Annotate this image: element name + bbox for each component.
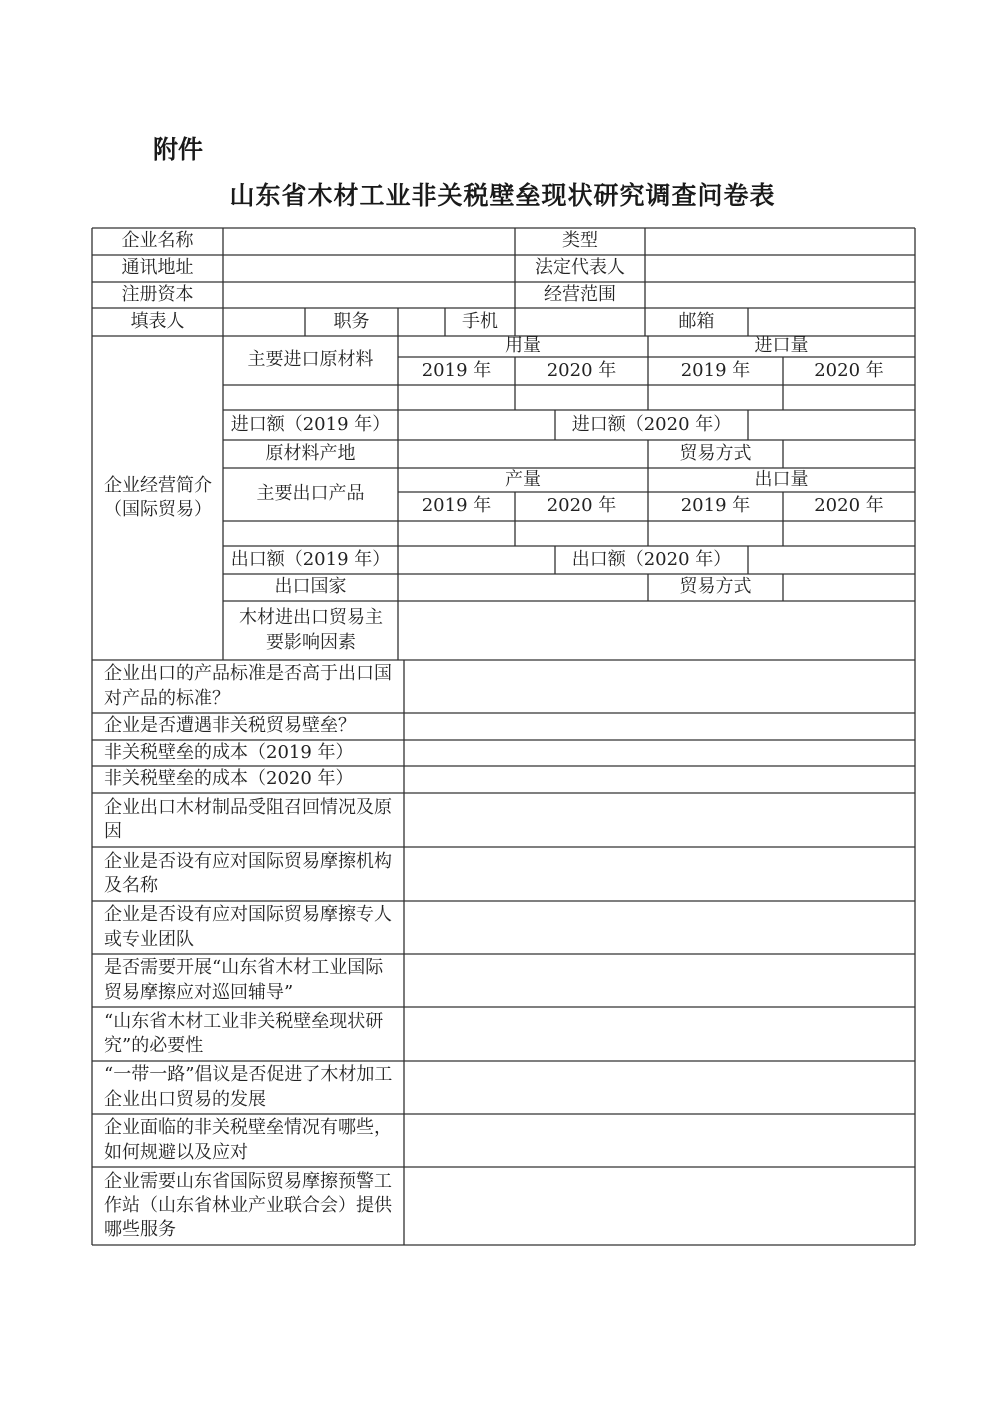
- export-amount-2020-field[interactable]: [748, 546, 915, 574]
- question-label: 非关税壁垒的成本（2020 年）: [104, 768, 354, 790]
- import-amount-2019-field[interactable]: [398, 410, 555, 440]
- usage-2020-label: 2020 年: [546, 359, 617, 381]
- question-answer-field[interactable]: [404, 1061, 915, 1114]
- operations-section-label: 企业经营简介（国际贸易）: [104, 474, 212, 520]
- mobile-label: 手机: [462, 310, 498, 332]
- usage-label: 用量: [505, 335, 541, 357]
- import-2019-field[interactable]: [648, 385, 783, 410]
- question-answer-field[interactable]: [404, 1007, 915, 1061]
- question-label: 企业出口木材制品受阻召回情况及原因: [104, 796, 392, 842]
- biz-scope-field[interactable]: [645, 282, 915, 308]
- mobile-field[interactable]: [515, 308, 645, 336]
- question-answer-field[interactable]: [404, 847, 915, 901]
- question-label: 企业是否设有应对国际贸易摩擦专人或专业团队: [104, 904, 392, 950]
- legal-rep-field[interactable]: [645, 255, 915, 282]
- influence-factors-label: 木材进出口贸易主要影响因素: [239, 607, 383, 653]
- filler-field[interactable]: [223, 308, 305, 336]
- position-label: 职务: [333, 310, 370, 332]
- material-origin-label: 原材料产地: [265, 442, 356, 464]
- email-field[interactable]: [748, 308, 915, 336]
- export-trade-mode-label: 贸易方式: [679, 576, 752, 598]
- email-label: 邮箱: [678, 310, 715, 332]
- question-label: 企业是否设有应对国际贸易摩擦机构及名称: [104, 850, 392, 896]
- question-answer-field[interactable]: [404, 901, 915, 954]
- question-answer-field[interactable]: [404, 740, 915, 766]
- biz-scope-label: 经营范围: [544, 283, 616, 305]
- import-amount-2019-label: 进口额（2019 年）: [230, 413, 391, 435]
- output-label: 产量: [505, 468, 541, 490]
- main-export-products-label: 主要出口产品: [256, 483, 365, 505]
- usage-2020-field[interactable]: [515, 385, 648, 410]
- import-2020-field[interactable]: [783, 385, 915, 410]
- question-label: “一带一路”倡议是否促进了木材加工企业出口贸易的发展: [104, 1064, 393, 1110]
- question-label: 企业面临的非关税壁垒情况有哪些，如何规避以及应对: [104, 1117, 392, 1163]
- output-2019-label: 2019 年: [421, 495, 492, 517]
- export-volume-label: 出口量: [754, 468, 809, 490]
- question-label: 非关税壁垒的成本（2019 年）: [104, 741, 354, 763]
- import-volume-label: 进口量: [754, 335, 809, 357]
- type-field[interactable]: [645, 228, 915, 255]
- address-label: 通讯地址: [121, 257, 194, 279]
- question-answer-field[interactable]: [404, 954, 915, 1007]
- reg-capital-label: 注册资本: [121, 283, 194, 305]
- attachment-label: 附件: [153, 135, 204, 164]
- export-2019-label: 2019 年: [680, 495, 751, 517]
- import-amount-2020-field[interactable]: [748, 410, 915, 440]
- material-origin-field[interactable]: [398, 440, 648, 468]
- export-amount-2019-field[interactable]: [398, 546, 555, 574]
- company-name-field[interactable]: [223, 228, 515, 255]
- output-2020-field[interactable]: [515, 521, 648, 546]
- import-2019-label: 2019 年: [680, 359, 751, 381]
- reg-capital-field[interactable]: [223, 282, 515, 308]
- export-2020-label: 2020 年: [814, 495, 884, 517]
- import-material-field[interactable]: [223, 385, 398, 410]
- main-import-materials-label: 主要进口原材料: [247, 349, 374, 371]
- question-answer-field[interactable]: [404, 1114, 915, 1167]
- usage-2019-label: 2019 年: [421, 359, 492, 381]
- question-answer-field[interactable]: [404, 713, 915, 740]
- question-label: “山东省木材工业非关税壁垒现状研究”的必要性: [104, 1010, 384, 1056]
- import-trade-mode-label: 贸易方式: [679, 442, 752, 464]
- question-answer-field[interactable]: [404, 660, 915, 713]
- position-field[interactable]: [398, 308, 445, 336]
- export-product-field[interactable]: [223, 521, 398, 546]
- import-amount-2020-label: 进口额（2020 年）: [571, 413, 732, 435]
- export-amount-2019-label: 出口额（2019 年）: [230, 548, 391, 570]
- question-label: 是否需要开展“山东省木材工业国际贸易摩擦应对巡回辅导”: [104, 957, 384, 1003]
- export-country-field[interactable]: [398, 574, 648, 601]
- export-amount-2020-label: 出口额（2020 年）: [571, 548, 732, 570]
- export-trade-mode-field[interactable]: [783, 574, 915, 601]
- address-field[interactable]: [223, 255, 515, 282]
- import-2020-label: 2020 年: [814, 359, 884, 381]
- form-title: 山东省木材工业非关税壁垒现状研究调查问卷表: [229, 181, 776, 210]
- company-name-label: 企业名称: [121, 230, 194, 252]
- import-trade-mode-field[interactable]: [783, 440, 915, 468]
- export-2019-field[interactable]: [648, 521, 783, 546]
- usage-2019-field[interactable]: [398, 385, 515, 410]
- legal-rep-label: 法定代表人: [535, 257, 625, 279]
- output-2020-label: 2020 年: [546, 495, 617, 517]
- question-answer-field[interactable]: [404, 1167, 915, 1245]
- question-label: 企业需要山东省国际贸易摩擦预警工作站（山东省林业产业联合会）提供哪些服务: [104, 1170, 392, 1241]
- filler-label: 填表人: [130, 310, 185, 332]
- type-label: 类型: [562, 230, 598, 252]
- question-label: 企业出口的产品标准是否高于出口国对产品的标准？: [104, 663, 392, 709]
- question-answer-field[interactable]: [404, 766, 915, 793]
- export-2020-field[interactable]: [783, 521, 915, 546]
- influence-factors-field[interactable]: [398, 601, 915, 660]
- question-label: 企业是否遭遇非关税贸易壁垒？: [104, 715, 356, 737]
- output-2019-field[interactable]: [398, 521, 515, 546]
- export-country-label: 出口国家: [274, 576, 347, 598]
- question-answer-field[interactable]: [404, 793, 915, 847]
